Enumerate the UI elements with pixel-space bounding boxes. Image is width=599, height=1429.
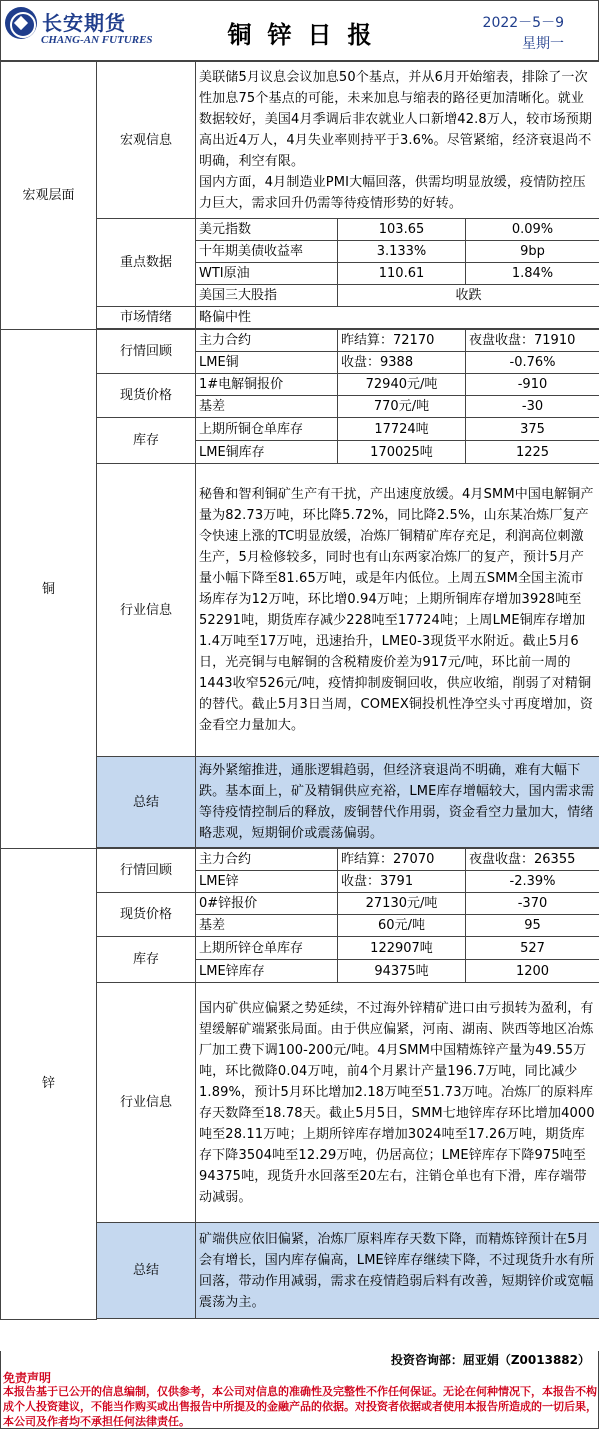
copper-review-change: -0.76%	[466, 352, 599, 374]
zinc-industry-text: 国内矿供应偏紧之势延续，不过海外锌精矿进口由亏损转为盈利，有望缓解矿端紧张局面。由于供应偏紧，河南、湖南、陕西等地区冶炼厂加工费下调100-200元/吨。4月SMM中国精炼锌产量为49.55万吨，环比微降0.04万吨，前4个月累计产量196.7万吨，同比减少1.89%，预计5月环比增加2.18万吨至51.73万吨。冶炼厂的原料库存天数降至18.78天。截止5月5日，SMM七地锌库存环比增加4000吨至28.11万吨；上期所锌库存增加3024吨至17.26万吨，期货库存下降3504吨至12.29万吨，仍居高位；LME锌库存下降975吨至94375吨，现货升水回落至20左右，注销仓单也有下滑，库存端带动减弱。	[196, 983, 599, 1223]
key-data-name: 十年期美债收益率	[196, 241, 338, 263]
copper-spot-value: 72940元/吨	[338, 374, 466, 396]
section-copper: 铜	[1, 330, 97, 849]
copper-review-label: 行情回顾	[97, 330, 196, 374]
report-date: 2022－5－9	[482, 15, 564, 31]
zinc-review-label: 行情回顾	[97, 849, 196, 893]
zinc-spot-value: 60元/吨	[338, 915, 466, 937]
zinc-stock-change: 1200	[466, 960, 599, 983]
key-data-change: 0.09%	[466, 219, 599, 241]
us-stocks-value: 收跌	[338, 285, 599, 307]
copper-review-name: LME铜	[196, 352, 338, 374]
report-weekday: 星期一	[522, 36, 564, 52]
key-data-change: 1.84%	[466, 263, 599, 285]
zinc-spot-label: 现货价格	[97, 893, 196, 937]
sentiment-label: 市场情绪	[97, 307, 196, 329]
disclaimer-text: 本报告基于已公开的信息编制，仅供参考，本公司对信息的准确性及完整性不作任何保证。无论在何种情况下，本报告不构成个人投资建议，不能当作购买或出售报告中所提及的金融产品的依据。对投资者依据或者使用本报告所造成的一切后果，本公司及作者均不承担任何法律责任。	[3, 1385, 597, 1428]
zinc-review-change: -2.39%	[466, 871, 599, 893]
copper-stock-name: 上期所铜仓单库存	[196, 418, 338, 441]
report-title: 铜锌日报	[227, 21, 388, 49]
copper-stock-name: LME铜库存	[196, 441, 338, 464]
zinc-spot-change: -370	[466, 893, 599, 915]
zinc-spot-name: 基差	[196, 915, 338, 937]
copper-spot-name: 1#电解铜报价	[196, 374, 338, 396]
zinc-summary-text: 矿端供应依旧偏紧，冶炼厂原料库存天数下降，而精炼锌预计在5月会有增长，国内库存偏高，LME锌库存继续下降，不过现货升水有所回落，带动作用减弱，需求在疫情趋弱后料有改善，短期锌价或宽幅震荡为主。	[196, 1223, 599, 1319]
macro-info-paragraph-1: 美联储5月议息会议加息50个基点，并从6月开始缩表，排除了一次性加息75个基点的可能，未来加息与缩表的路径更加清晰化。就业数据较好，美国4月季调后非农就业人口新增42.8万人，较市场预期高出近4万人，4月失业率则持平于3.6%。尽管紧缩，经济衰退尚不明确，利空有限。	[199, 69, 593, 169]
copper-spot-name: 基差	[196, 396, 338, 418]
copper-summary-text: 海外紧缩推进，通胀逻辑趋弱，但经济衰退尚不明确，难有大幅下跌。基本面上，矿及精铜供应充裕，LME库存增幅较大，国内需求需等待疫情控制后的释放，废铜替代作用弱，资金看空力量加大，情绪略悲观，短期铜价或震荡偏弱。	[196, 757, 599, 848]
report-footer	[0, 1351, 599, 1429]
zinc-review-name: 主力合约	[196, 849, 338, 871]
zinc-stock-value: 122907吨	[338, 937, 466, 960]
section-zinc: 锌	[1, 849, 97, 1320]
key-data-value: 3.133%	[338, 241, 466, 263]
analyst-credit: 投资咨询部：屈亚娟（Z0013882）	[390, 1353, 590, 1367]
copper-spot-change: -30	[466, 396, 599, 418]
copper-stock-value: 170025吨	[338, 441, 466, 464]
key-data-change: 9bp	[466, 241, 599, 263]
zinc-stock-name: 上期所锌仓单库存	[196, 937, 338, 960]
copper-review-value: 昨结算：72170	[338, 330, 466, 352]
zinc-review-value: 收盘：3791	[338, 871, 466, 893]
zinc-stock-name: LME锌库存	[196, 960, 338, 983]
zinc-spot-name: 0#锌报价	[196, 893, 338, 915]
copper-stock-value: 17724吨	[338, 418, 466, 441]
key-data-name: WTI原油	[196, 263, 338, 285]
report-header	[0, 0, 599, 61]
copper-spot-value: 770元/吨	[338, 396, 466, 418]
zinc-spot-value: 27130元/吨	[338, 893, 466, 915]
copper-industry-text: 秘鲁和智利铜矿生产有干扰，产出速度放缓。4月SMM中国电解铜产量为82.73万吨，环比降5.72%，同比降2.5%，山东某冶炼厂复产令快速上涨的TC明显放缓，冶炼厂铜精矿库存充足，利润高位刺激生产，5月检修较多，同时也有山东两家冶炼厂的复产，预计5月产量小幅下降至81.65万吨，或是年内低位。上周五SMM全国主流市场库存为12万吨，环比增0.94万吨；上期所铜库存增加3928吨至52291吨，期货库存减少228吨至17724吨；上周LME铜库存增加1.4万吨至17万吨，迅速抬升，LME0-3现货平水附近。截止5月6日，光亮铜与电解铜的含税精废价差为917元/吨，环比前一周的1443收窄526元/吨，疫情抑制废铜回收，供应收缩，削弱了对精铜的替代。截止5月3日当周，COMEX铜投机性净空头寸再度增加，资金看空力量加大。	[196, 464, 599, 757]
zinc-review-change: 夜盘收盘：26355	[466, 849, 599, 871]
copper-review-name: 主力合约	[196, 330, 338, 352]
macro-info-paragraph-2: 国内方面，4月制造业PMI大幅回落，供需均明显放缓，疫情防控压力巨大，需求回升仍需等待疫情形势的好转。	[199, 174, 586, 211]
copper-stock-change: 375	[466, 418, 599, 441]
zinc-review-value: 昨结算：27070	[338, 849, 466, 871]
copper-spot-label: 现货价格	[97, 374, 196, 418]
key-data-name: 美元指数	[196, 219, 338, 241]
zinc-stock-value: 94375吨	[338, 960, 466, 983]
copper-stock-label: 库存	[97, 418, 196, 464]
copper-stock-change: 1225	[466, 441, 599, 464]
copper-review-change: 夜盘收盘：71910	[466, 330, 599, 352]
zinc-review-name: LME锌	[196, 871, 338, 893]
zinc-industry-label: 行业信息	[97, 983, 196, 1223]
key-data-value: 110.61	[338, 263, 466, 285]
copper-industry-label: 行业信息	[97, 464, 196, 757]
copper-review-value: 收盘：9388	[338, 352, 466, 374]
key-data-label: 重点数据	[97, 219, 196, 307]
macro-info-label: 宏观信息	[97, 62, 196, 219]
company-name-en: CHANG-AN FUTURES	[41, 34, 153, 46]
zinc-stock-change: 527	[466, 937, 599, 960]
zinc-summary-label: 总结	[97, 1223, 196, 1319]
company-name: 长安期货	[42, 11, 126, 35]
report-table	[0, 61, 599, 1320]
sentiment-value: 略偏中性	[196, 307, 599, 329]
macro-info-text	[196, 62, 599, 219]
zinc-spot-change: 95	[466, 915, 599, 937]
copper-spot-change: -910	[466, 374, 599, 396]
us-stocks-name: 美国三大股指	[196, 285, 338, 307]
disclaimer-title: 免责声明	[3, 1371, 52, 1385]
copper-summary-label: 总结	[97, 757, 196, 848]
zinc-stock-label: 库存	[97, 937, 196, 983]
section-macro: 宏观层面	[1, 62, 97, 330]
key-data-value: 103.65	[338, 219, 466, 241]
